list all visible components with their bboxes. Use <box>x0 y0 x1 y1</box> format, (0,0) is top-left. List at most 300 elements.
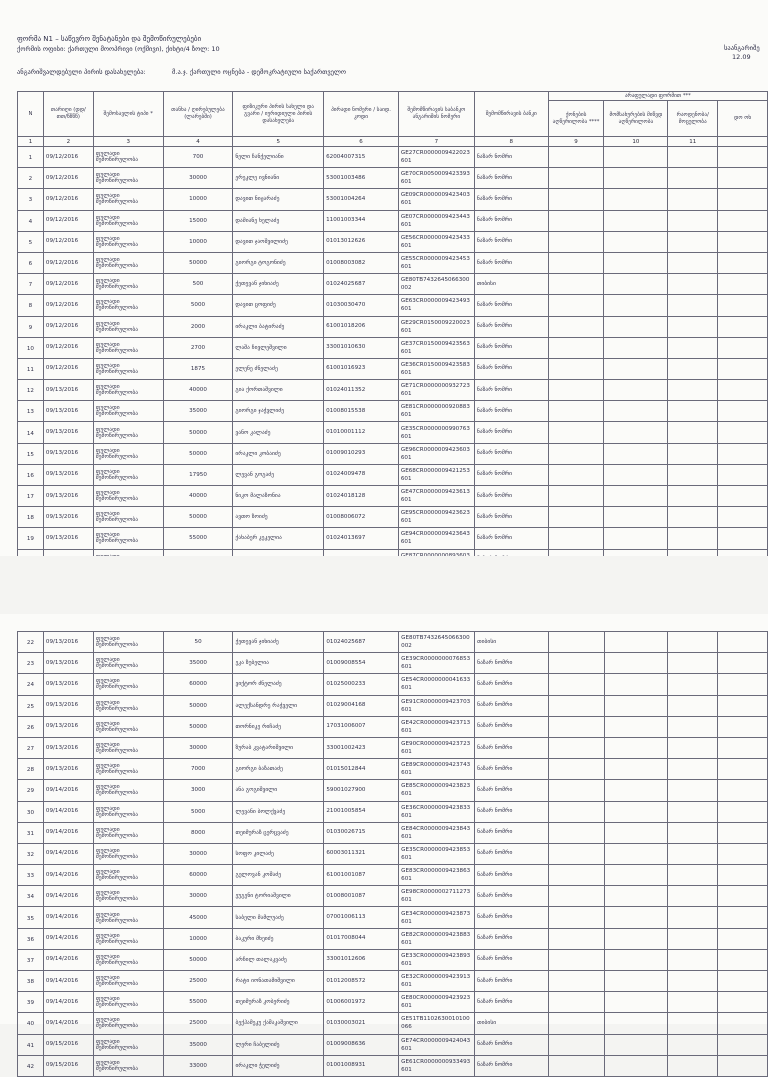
row-bank: ნაზარ ნომრი <box>475 653 549 674</box>
row-donor-name: ეკა ზუბელია <box>233 653 324 674</box>
row-account-line: GE81CR0000000920883 <box>400 404 470 411</box>
row-type: ფულადი შემოწირულობა <box>93 1055 163 1076</box>
row-empty-cell <box>548 1034 604 1055</box>
row-number: 34 <box>18 886 44 907</box>
row-personal-id: 01024025687 <box>324 632 399 653</box>
row-account-line: 601 <box>401 1066 412 1073</box>
row-empty-cell <box>668 528 718 549</box>
row-empty-cell <box>604 316 668 337</box>
row-type: ფულადი შემოწირულობა <box>93 252 163 273</box>
row-bank: ნაზარ ნომრი <box>474 189 548 210</box>
row-account <box>399 801 475 822</box>
row-empty-cell <box>548 231 604 252</box>
row-donor-name: ბაკური მხეიძე <box>233 928 324 949</box>
row-empty-cell <box>718 422 768 443</box>
row-account-line: 601 <box>401 749 412 756</box>
row-empty-cell <box>548 422 604 443</box>
row-empty-cell <box>548 928 604 949</box>
row-empty-cell <box>718 886 768 907</box>
row-account-line: GE27CR0000009422023 <box>400 150 470 157</box>
row-empty-cell <box>718 380 768 401</box>
row-amount: 5000 <box>163 801 233 822</box>
row-personal-id: 21001005854 <box>324 801 399 822</box>
row-amount: 700 <box>163 147 233 168</box>
row-empty-cell <box>604 295 668 316</box>
row-donor-name: დამიანე ხელაძე <box>233 210 324 231</box>
declarant-value: მ.ა.ჯ. ქართული ოცნება - დემოკრატიული საქართველო <box>172 68 346 76</box>
row-number: 17 <box>18 486 44 507</box>
row-number: 3 <box>18 189 44 210</box>
row-bank: ნაზარ ნომრი <box>474 380 548 401</box>
row-bank: ნაზარ ნომრი <box>474 168 548 189</box>
row-bank: ნაზარ ნომრი <box>475 971 549 992</box>
row-empty-cell <box>548 822 604 843</box>
table-row <box>18 674 768 695</box>
row-account <box>398 528 474 549</box>
row-bank: თიბისი <box>474 274 548 295</box>
row-type: ფულადი შემოწირულობა <box>93 653 163 674</box>
row-empty-cell <box>548 380 604 401</box>
row-number: 12 <box>18 380 44 401</box>
row-bank: ნაზარ ნომრი <box>474 358 548 379</box>
row-empty-cell <box>668 971 718 992</box>
row-account-line: 601 <box>400 200 412 207</box>
row-empty-cell <box>604 147 668 168</box>
row-account-line: GE09CR0000009423403 <box>400 192 470 199</box>
row-personal-id: 61001016923 <box>324 358 399 379</box>
row-empty-cell <box>548 737 604 758</box>
row-date: 09/12/2016 <box>43 147 93 168</box>
row-personal-id: 01012008572 <box>324 971 399 992</box>
table-row <box>18 949 768 970</box>
row-amount: 1875 <box>163 358 233 379</box>
table-row <box>18 843 768 864</box>
row-empty-cell <box>548 507 604 528</box>
row-empty-cell <box>718 189 768 210</box>
row-donor-name: ლევანი ბოლქვაძე <box>233 801 324 822</box>
column-number-empty <box>718 137 768 147</box>
row-empty-cell <box>604 949 668 970</box>
table-row <box>18 274 768 295</box>
row-number: 36 <box>18 928 44 949</box>
row-type: ფულადი შემოწირულობა <box>93 928 163 949</box>
row-account-line: 066 <box>401 1024 412 1031</box>
row-account-line: 002 <box>401 643 412 650</box>
row-empty-cell <box>668 1013 718 1034</box>
row-amount: 55000 <box>163 992 233 1013</box>
row-donor-name: გიორგი ტოგონიძე <box>233 252 324 273</box>
col-amount: თანხა / ღირებულება (ლარებში) <box>163 92 233 137</box>
row-empty-cell <box>548 486 604 507</box>
row-number: 11 <box>18 358 44 379</box>
row-empty-cell <box>604 252 668 273</box>
row-empty-cell <box>604 168 668 189</box>
row-account-line: 601 <box>401 833 412 840</box>
row-bank: ნაზარ ნომრი <box>474 295 548 316</box>
row-personal-id: 62004007315 <box>324 147 399 168</box>
col-date: თარიღი (დდ/თთ/წწწწ) <box>43 92 93 137</box>
row-type: ფულადი შემოწირულობა <box>93 992 163 1013</box>
row-account-line: GE32CR0000009423913 <box>401 974 471 981</box>
row-empty-cell <box>604 528 668 549</box>
row-account <box>398 443 474 464</box>
row-account-line: GE35CR0000009423853 <box>401 846 471 853</box>
row-account-line: 601 <box>400 369 412 376</box>
row-personal-id: 11001003344 <box>324 210 399 231</box>
table-row <box>18 865 768 886</box>
row-empty-cell <box>718 147 768 168</box>
row-amount: 5000 <box>163 295 233 316</box>
row-type: ფულადი შემოწირულობა <box>93 295 163 316</box>
row-amount: 3000 <box>163 780 233 801</box>
row-empty-cell <box>718 716 768 737</box>
row-amount: 10000 <box>163 928 233 949</box>
row-bank: ნაზარ ნომრი <box>474 316 548 337</box>
row-amount: 10000 <box>163 231 233 252</box>
row-empty-cell <box>718 358 768 379</box>
row-account-line: GE51TB1102630010100 <box>401 1016 470 1023</box>
row-empty-cell <box>604 443 668 464</box>
col-account: შემომწირავის საბანკო ანგარიშის ნომერი <box>398 92 474 137</box>
row-empty-cell <box>718 274 768 295</box>
row-empty-cell <box>604 716 668 737</box>
row-account-line: GE55CR0000009423453 <box>400 256 470 263</box>
row-empty-cell <box>668 801 718 822</box>
table-row <box>18 295 768 316</box>
row-number: 28 <box>18 759 44 780</box>
row-type: ფულადი შემოწირულობა <box>93 528 163 549</box>
row-empty-cell <box>604 274 668 295</box>
row-empty-cell <box>668 401 718 422</box>
row-personal-id: 01009008554 <box>324 653 399 674</box>
row-date: 09/14/2016 <box>43 1013 93 1034</box>
row-account-line: 601 <box>401 1045 412 1052</box>
row-amount: 17950 <box>163 464 233 485</box>
col-id: პირადი ნომერი / საიდ. კოდი <box>324 92 399 137</box>
row-amount: 2000 <box>163 316 233 337</box>
table-row <box>18 759 768 780</box>
row-amount: 500 <box>163 274 233 295</box>
row-number: 25 <box>18 695 44 716</box>
row-type: ფულადი შემოწირულობა <box>93 1034 163 1055</box>
row-empty-cell <box>604 907 668 928</box>
row-account <box>398 231 474 252</box>
row-number: 40 <box>18 1013 44 1034</box>
row-bank: ნაზარ ნომრი <box>475 1034 549 1055</box>
row-account-line: 002 <box>400 285 412 292</box>
row-empty-cell <box>718 231 768 252</box>
row-number: 7 <box>18 274 44 295</box>
row-date: 09/13/2016 <box>43 422 93 443</box>
row-date: 09/14/2016 <box>43 865 93 886</box>
row-account <box>399 843 475 864</box>
row-donor-name: ლევან გოგაძე <box>233 464 324 485</box>
row-account-line: GE68CR0000009421253 <box>400 467 470 474</box>
row-account-line: GE84CR0000009423843 <box>401 825 471 832</box>
row-donor-name: დავით ჯაოშვილიძე <box>233 231 324 252</box>
row-type: ფულადი შემოწირულობა <box>93 907 163 928</box>
row-empty-cell <box>718 759 768 780</box>
row-date: 09/14/2016 <box>43 822 93 843</box>
row-account <box>399 1055 475 1076</box>
row-empty-cell <box>604 801 668 822</box>
row-personal-id: 01015012844 <box>324 759 399 780</box>
report-period-label: საანგარიშე <box>724 44 760 52</box>
col-type: შემოსავლის ტიპი * <box>93 92 163 137</box>
row-date: 09/13/2016 <box>43 716 93 737</box>
row-date: 09/13/2016 <box>43 737 93 758</box>
row-personal-id: 01024009478 <box>324 464 399 485</box>
row-type: ფულადი შემოწირულობა <box>93 274 163 295</box>
col-group-nonmonetary: არაფულადი ფორმით *** <box>548 92 767 101</box>
row-bank: ნაზარ ნომრი <box>474 401 548 422</box>
row-number: 6 <box>18 252 44 273</box>
col-quantity: რაოდენობა/ მოცულობა <box>668 101 718 137</box>
row-account-line: 601 <box>401 982 412 989</box>
row-personal-id: 01017008044 <box>324 928 399 949</box>
row-donor-name: ბექჰამეკუ ქაშაკაშვილი <box>233 1013 324 1034</box>
row-account-line: 601 <box>401 685 412 692</box>
row-empty-cell <box>668 358 718 379</box>
table-row <box>18 507 768 528</box>
row-empty-cell <box>718 168 768 189</box>
row-account <box>399 928 475 949</box>
row-account-line: GE61CR0000000933493 <box>401 1058 471 1065</box>
row-amount: 55000 <box>163 528 233 549</box>
row-empty-cell <box>668 632 718 653</box>
row-empty-cell <box>604 928 668 949</box>
row-empty-cell <box>718 822 768 843</box>
row-empty-cell <box>668 759 718 780</box>
row-account-line: GE74CR0000009424043 <box>401 1037 471 1044</box>
row-number: 18 <box>18 507 44 528</box>
row-date: 09/13/2016 <box>43 695 93 716</box>
table-row <box>18 653 768 674</box>
row-account-line: 601 <box>400 348 412 355</box>
row-empty-cell <box>604 780 668 801</box>
row-amount: 40000 <box>163 486 233 507</box>
row-personal-id: 01008001087 <box>324 886 399 907</box>
row-account-line: 601 <box>401 1003 412 1010</box>
column-number: 3 <box>93 137 163 147</box>
row-empty-cell <box>718 210 768 231</box>
row-empty-cell <box>548 274 604 295</box>
row-empty-cell <box>668 464 718 485</box>
column-number: 9 <box>548 137 604 147</box>
row-empty-cell <box>718 907 768 928</box>
row-account <box>399 759 475 780</box>
row-empty-cell <box>718 464 768 485</box>
row-empty-cell <box>604 822 668 843</box>
row-account <box>399 1034 475 1055</box>
row-amount: 50000 <box>163 716 233 737</box>
row-bank: ნაზარ ნომრი <box>475 716 549 737</box>
row-bank: თიბისი <box>475 632 549 653</box>
row-type: ფულადი შემოწირულობა <box>93 380 163 401</box>
row-personal-id: 01006001972 <box>324 992 399 1013</box>
row-account <box>399 907 475 928</box>
table-row <box>18 189 768 210</box>
row-empty-cell <box>718 865 768 886</box>
col-property-desc: ქონების აღწერილობა **** <box>548 101 604 137</box>
row-account-line: 601 <box>400 433 412 440</box>
row-account <box>398 316 474 337</box>
row-donor-name: ნიკო მალაზონია <box>233 486 324 507</box>
row-empty-cell <box>668 716 718 737</box>
row-account-line: 601 <box>400 306 412 313</box>
row-date: 09/13/2016 <box>43 632 93 653</box>
row-empty-cell <box>604 843 668 864</box>
row-donor-name: ლერი ჩაბელიძე <box>233 1034 324 1055</box>
row-personal-id: 60003011321 <box>324 843 399 864</box>
row-date: 09/12/2016 <box>43 189 93 210</box>
row-donor-name: ქახაბერ კეკელია <box>233 528 324 549</box>
row-bank: ნაზარ ნომრი <box>475 843 549 864</box>
row-personal-id: 61001018206 <box>324 316 399 337</box>
row-empty-cell <box>718 528 768 549</box>
row-type: ფულადი შემოწირულობა <box>93 949 163 970</box>
column-number: 6 <box>324 137 399 147</box>
row-number: 2 <box>18 168 44 189</box>
row-empty-cell <box>718 1013 768 1034</box>
row-date: 09/12/2016 <box>43 231 93 252</box>
table-row <box>18 737 768 758</box>
row-account <box>399 653 475 674</box>
row-empty-cell <box>668 507 718 528</box>
row-personal-id: 01001008931 <box>324 1055 399 1076</box>
table-row <box>18 147 768 168</box>
row-empty-cell <box>548 759 604 780</box>
row-empty-cell <box>604 337 668 358</box>
row-bank: ნაზარ ნომრი <box>475 886 549 907</box>
row-empty-cell <box>718 801 768 822</box>
row-bank: ნაზარ ნომრი <box>474 210 548 231</box>
row-donor-name: თეიმურაზ ცერცვაძე <box>233 822 324 843</box>
row-amount: 2700 <box>163 337 233 358</box>
row-amount: 40000 <box>163 380 233 401</box>
row-empty-cell <box>548 528 604 549</box>
row-amount: 33000 <box>163 1055 233 1076</box>
row-empty-cell <box>548 801 604 822</box>
row-bank: ნაზარ ნომრი <box>474 507 548 528</box>
row-bank: ნაზარ ნომრი <box>475 801 549 822</box>
row-number: 29 <box>18 780 44 801</box>
row-donor-name: გიორგი ბაზათაძე <box>233 759 324 780</box>
row-date: 09/13/2016 <box>43 674 93 695</box>
row-account-line: GE80CR0000009423923 <box>401 995 471 1002</box>
row-personal-id: 01025000233 <box>324 674 399 695</box>
row-empty-cell <box>548 168 604 189</box>
row-empty-cell <box>718 401 768 422</box>
row-account <box>398 274 474 295</box>
row-date: 09/12/2016 <box>43 210 93 231</box>
row-date: 09/14/2016 <box>43 971 93 992</box>
row-donor-name: ვიქტორ ძნელაძე <box>233 674 324 695</box>
row-account-line: GE94CR0000009423643 <box>400 531 470 538</box>
row-account-line: 601 <box>401 876 412 883</box>
row-empty-cell <box>668 1055 718 1076</box>
row-type: ფულადი შემოწირულობა <box>93 401 163 422</box>
row-type: ფულადი შემოწირულობა <box>93 464 163 485</box>
row-bank: ნაზარ ნომრი <box>475 907 549 928</box>
row-empty-cell <box>604 507 668 528</box>
row-empty-cell <box>668 886 718 907</box>
row-empty-cell <box>668 295 718 316</box>
row-donor-name: ირაკლი ბატირაძე <box>233 316 324 337</box>
row-donor-name: ვანო კალაძე <box>233 422 324 443</box>
row-account <box>398 464 474 485</box>
row-empty-cell <box>604 886 668 907</box>
donations-table <box>17 91 768 592</box>
row-empty-cell <box>604 189 668 210</box>
row-bank: ნაზარ ნომრი <box>474 337 548 358</box>
row-account-line: GE70CR0050009423393 <box>400 171 470 178</box>
row-empty-cell <box>548 865 604 886</box>
row-type: ფულადი შემოწირულობა <box>93 443 163 464</box>
row-bank: თიბისი <box>475 1013 549 1034</box>
row-personal-id: 61001001087 <box>324 865 399 886</box>
row-personal-id: 01024013697 <box>324 528 399 549</box>
row-bank: ნაზარ ნომრი <box>474 231 548 252</box>
row-empty-cell <box>604 653 668 674</box>
row-bank: ნაზარ ნომრი <box>474 486 548 507</box>
row-donor-name: თორნიკე რიჩაძე <box>233 716 324 737</box>
row-empty-cell <box>668 653 718 674</box>
row-account-line: 601 <box>401 939 412 946</box>
row-bank: ნაზარ ნომრი <box>474 528 548 549</box>
row-number: 41 <box>18 1034 44 1055</box>
row-personal-id: 01010001112 <box>324 422 399 443</box>
row-empty-cell <box>718 1055 768 1076</box>
row-personal-id: 53001004264 <box>324 189 399 210</box>
row-empty-cell <box>548 295 604 316</box>
row-empty-cell <box>604 971 668 992</box>
row-account <box>399 1013 475 1034</box>
row-type: ფულადი შემოწირულობა <box>93 695 163 716</box>
row-amount: 30000 <box>163 843 233 864</box>
row-empty-cell <box>604 632 668 653</box>
row-account <box>398 210 474 231</box>
row-account <box>399 632 475 653</box>
row-amount: 30000 <box>163 737 233 758</box>
row-type: ფულადი შემოწირულობა <box>93 822 163 843</box>
row-account-line: 601 <box>400 179 412 186</box>
row-type: ფულადი შემოწირულობა <box>93 716 163 737</box>
row-account <box>398 189 474 210</box>
row-bank: ნაზარ ნომრი <box>474 443 548 464</box>
row-empty-cell <box>604 380 668 401</box>
row-empty-cell <box>548 252 604 273</box>
row-empty-cell <box>718 737 768 758</box>
row-amount: 50 <box>163 632 233 653</box>
row-date: 09/14/2016 <box>43 886 93 907</box>
row-account-line: GE80TB7432645066300 <box>401 635 470 642</box>
row-date: 09/15/2016 <box>43 1055 93 1076</box>
row-donor-name: ალექსანდრე რაჭველი <box>233 695 324 716</box>
row-number: 4 <box>18 210 44 231</box>
col-bank: შემომწირავის ბანკი <box>474 92 548 137</box>
row-empty-cell <box>604 401 668 422</box>
row-number: 39 <box>18 992 44 1013</box>
row-account-line: 601 <box>401 706 412 713</box>
row-account <box>398 486 474 507</box>
table-row <box>18 632 768 653</box>
row-personal-id: 33001010630 <box>324 337 399 358</box>
row-bank: ნაზარ ნომრი <box>475 822 549 843</box>
row-account-line: GE91CR0000009423703 <box>401 698 471 705</box>
row-donor-name: ლაშა ჩივლეშვილი <box>233 337 324 358</box>
table-row <box>18 886 768 907</box>
